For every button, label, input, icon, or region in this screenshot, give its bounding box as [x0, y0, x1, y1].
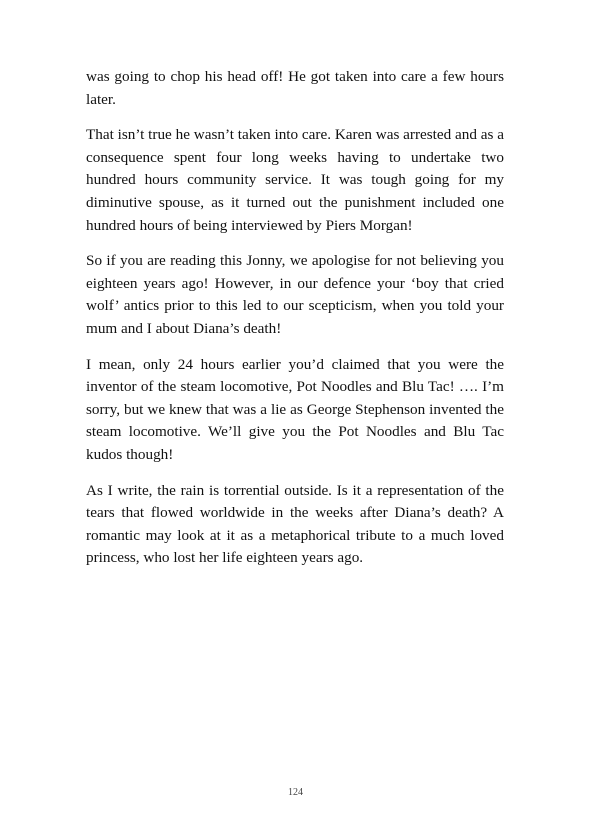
- page-number: 124: [288, 787, 303, 798]
- paragraph-2: That isn’t true he wasn’t taken into care. Karen was arrested and as a consequence spent four long weeks having to undertake two hundred hours community service. It was tough going for my diminutive spouse, as it turned out the punishment included one hundred hours of being interviewed by Piers Morgan!: [86, 126, 504, 234]
- paragraph-3: So if you are reading this Jonny, we apologise for not believing you eighteen years ago! However, in our defence your ‘boy that cried wolf’ antics prior to this led to our scepticism, when you told your mum and I about Diana’s death!: [86, 252, 504, 337]
- body-text: [86, 66, 504, 583]
- paragraph-4: I mean, only 24 hours earlier you’d claimed that you were the inventor of the steam locomotive, Pot Noodles and Blu Tac! …. I’m sorry, but we knew that was a lie as George Stephenson invented the steam locomotive. We’ll give you the Pot Noodles and Blu Tac kudos though!: [86, 355, 504, 463]
- paragraph-1: was going to chop his head off! He got taken into care a few hours later.: [86, 68, 504, 108]
- paragraph-5: As I write, the rain is torrential outside. Is it a representation of the tears that flowed worldwide in the weeks after Diana’s death? A romantic may look at it as a metaphorical tribute to a much loved princess, who lost her life eighteen years ago.: [86, 481, 504, 567]
